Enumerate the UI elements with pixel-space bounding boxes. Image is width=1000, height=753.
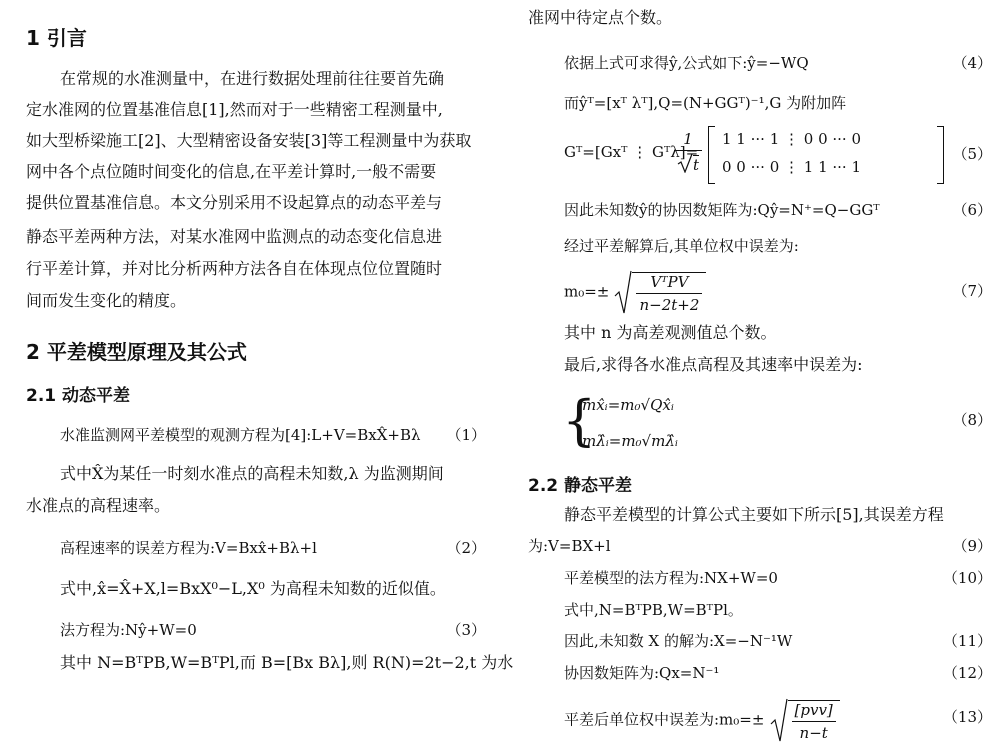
paragraph-line: 式中X̂为某任一时刻水准点的高程未知数,λ 为监测期间 (60, 464, 444, 483)
intro-line: 在常规的水准测量中，在进行数据处理前往往要首先确 (60, 69, 445, 88)
matrix-row: 0 0 ··· 0 ⋮ 1 1 ··· 1 (722, 158, 862, 176)
sqrt-sign (614, 270, 706, 314)
paragraph-line: 其中 N=BᵀPB,W=BᵀPl,而 B=[Bx Bλ],则 R(N)=2t−2,t 为水 (60, 653, 514, 672)
equation-12: 协因数矩阵为:Qx=N⁻¹ (564, 664, 720, 682)
section-1-heading: 1 引言 (26, 26, 87, 50)
fraction-denominator (674, 151, 702, 174)
equation-6: 因此未知数ŷ的协因数矩阵为:Qŷ=N⁺=Q−GGᵀ (564, 201, 880, 219)
paragraph-line: 最后,求得各水准点高程及其速率中误差为: (564, 355, 863, 374)
matrix-right-bracket (937, 126, 944, 184)
paragraph-line: 其中 n 为高差观测值总个数。 (564, 323, 777, 342)
sqrt-sign: t (677, 153, 699, 174)
equation-9-number: （9） (952, 537, 992, 555)
equation-5-number: （5） (952, 145, 992, 163)
section-2-1-heading: 2.1 动态平差 (26, 386, 131, 406)
paragraph-line: 式中,N=BᵀPB,W=BᵀPl。 (564, 601, 743, 619)
equation-5-lhs: Gᵀ=[Gxᵀ ⋮ Gᵀλ]= (564, 143, 699, 161)
intro-line: 定水准网的位置基准信息[1],然而对于一些精密工程测量中, (26, 100, 443, 119)
equation-11-number: （11） (942, 632, 992, 650)
equation-8-number: （8） (952, 411, 992, 429)
matrix-row: 1 1 ··· 1 ⋮ 0 0 ··· 0 (722, 130, 862, 148)
equation-7: m₀=± $\frac{\text{VᵀPV}}{n-2t+2}$ (564, 270, 706, 314)
equation-7-number: （7） (952, 282, 992, 300)
intro-line: 网中各个点位随时间变化的信息,在平差计算时,一般不需要 (26, 162, 437, 181)
equation-12-number: （12） (942, 664, 992, 682)
equation-11: 因此,未知数 X 的解为:X=−N⁻¹W (564, 632, 793, 650)
sqrt-sign (770, 698, 840, 742)
paragraph-line: 准网中待定点个数。 (528, 8, 673, 27)
paragraph-line: 水准点的高程速率。 (26, 496, 171, 515)
equation-5-fraction (674, 130, 702, 174)
brace-icon: { (562, 389, 597, 452)
equation-4-number: （4） (952, 54, 992, 72)
equation-2: 高程速率的误差方程为:V=Bxx̂+Bλ+l (60, 539, 317, 557)
matrix-left-bracket (708, 126, 715, 184)
equation-4: 依据上式可求得ŷ,公式如下:ŷ=−WQ (564, 54, 809, 72)
fraction-numerator: VᵀPV (636, 273, 702, 294)
equation-1: 水准监测网平差模型的观测方程为[4]:L+V=BxX̂+Bλ (60, 426, 421, 444)
section-2-2-heading: 2.2 静态平差 (528, 476, 633, 496)
fraction-numerator: [pvv] (792, 701, 836, 722)
equation-6-number: （6） (952, 201, 992, 219)
intro-line: 如大型桥梁施工[2]、大型精密设备安装[3]等工程测量中为获取 (26, 131, 472, 150)
paragraph-line: 式中,x̂=X̂+X,l=BxX⁰−L,X⁰ 为高程未知数的近似值。 (60, 579, 446, 598)
equation-8-row: mλ̂ᵢ=m₀√mλ̂ᵢ (582, 432, 678, 450)
section-2-heading: 2 平差模型原理及其公式 (26, 340, 247, 364)
paragraph-line: 而ŷᵀ=[xᵀ λᵀ],Q=(N+GGᵀ)⁻¹,G 为附加阵 (564, 94, 847, 112)
intro-line: 间而发生变化的精度。 (26, 291, 187, 310)
equation-3-number: （3） (446, 621, 486, 639)
intro-line: 静态平差两种方法，对某水准网中监测点的动态变化信息进 (26, 227, 443, 246)
equation-13: 平差后单位权中误差为:m₀=± $\frac{\text{[pvv]}}{n-t}$ (564, 698, 840, 742)
fraction-denominator: n−2t+2 (639, 296, 700, 314)
intro-line: 提供位置基准信息。本文分别采用不设起算点的动态平差与 (26, 193, 443, 212)
intro-line: 行平差计算，并对比分析两种方法各自在体现点位位置随时 (26, 259, 443, 278)
equation-8 (562, 389, 684, 458)
equation-13-number: （13） (942, 708, 992, 726)
equation-8-row: mx̂ᵢ=m₀√Qx̂ᵢ (582, 396, 674, 414)
equation-2-number: （2） (446, 539, 486, 557)
fraction-denominator: n−t (799, 724, 828, 742)
equation-10-number: （10） (942, 569, 992, 587)
paragraph-line: 静态平差模型的计算公式主要如下所示[5],其误差方程 (564, 505, 944, 524)
paragraph-line: 经过平差解算后,其单位权中误差为: (564, 237, 799, 255)
equation-5-matrix (708, 126, 944, 182)
equation-3: 法方程为:Nŷ+W=0 (60, 621, 197, 639)
equation-10: 平差模型的法方程为:NX+W=0 (564, 569, 778, 587)
equation-1-number: （1） (446, 426, 486, 444)
fraction-numerator: 1 (674, 130, 702, 151)
equation-9: 为:V=BX+l (528, 537, 611, 555)
